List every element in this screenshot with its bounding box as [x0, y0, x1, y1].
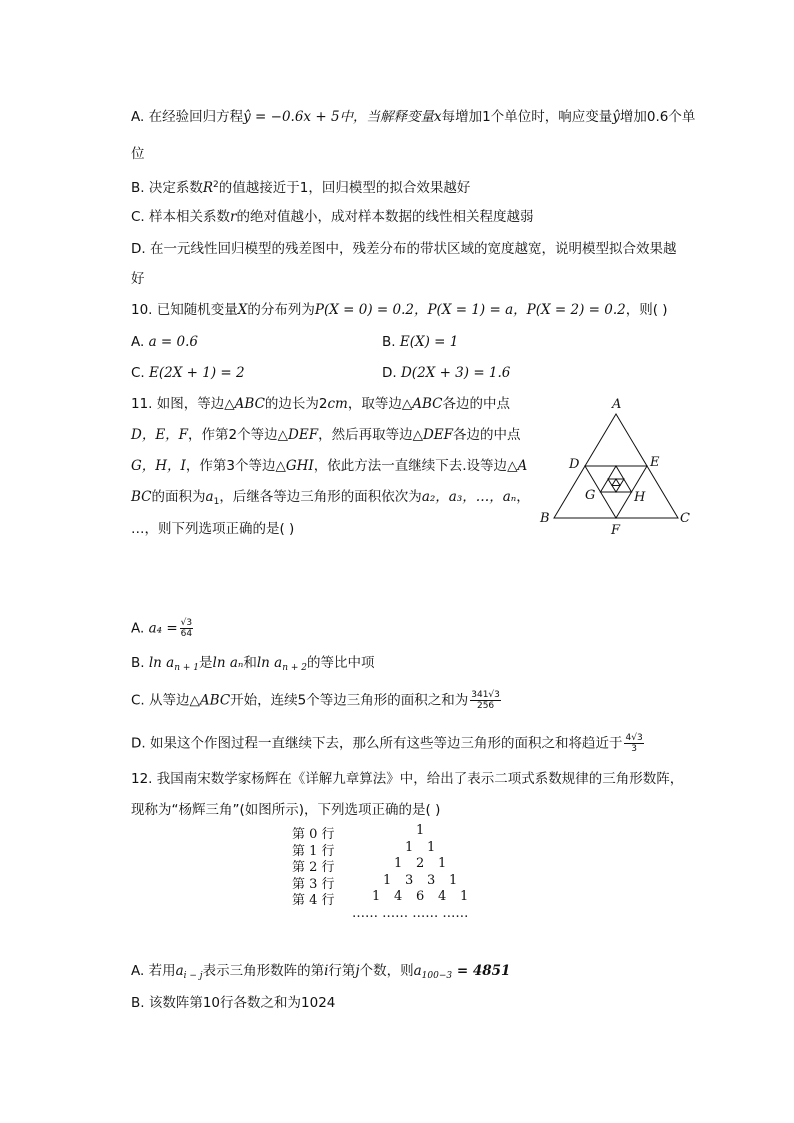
math-yhat: ŷ [243, 109, 251, 125]
label: B. [382, 334, 400, 350]
fraction [470, 690, 501, 711]
q11-stem-line4 [131, 488, 530, 511]
text: 个数，则 [359, 963, 414, 979]
math: △ABC [189, 692, 231, 709]
q10-option-b [382, 333, 458, 351]
label: C. [131, 365, 150, 381]
math: i [324, 963, 329, 979]
math: X [237, 302, 248, 318]
triangle-number: 4 [438, 889, 447, 904]
math: = −0.6 [250, 109, 304, 125]
math: G，H，I [131, 458, 186, 474]
numerator: 341√3 [471, 690, 500, 700]
q9-option-a [131, 108, 695, 126]
numerator: 4√3 [625, 733, 643, 743]
math: △ABC [401, 396, 443, 412]
q11-stem-line5: …，则下列选项正确的是( ) [131, 521, 295, 537]
superscript: 2 [213, 180, 219, 190]
math: a [413, 963, 422, 979]
math: ln aₙ [212, 655, 244, 671]
triangle-number: 1 [416, 823, 425, 838]
text: 各边的中点 [442, 396, 511, 412]
math: j [355, 963, 360, 979]
math: △ABC [224, 396, 265, 412]
label-h: H [634, 490, 646, 505]
q9-option-d-cont: 好 [131, 271, 145, 287]
text: ，作第2个等边 [188, 427, 278, 443]
text: ，取等边 [347, 396, 402, 412]
q11-stem-line2 [131, 426, 521, 444]
q10-stem [131, 301, 668, 319]
text: A. 若用 [131, 963, 176, 979]
q9-option-a-cont: 位 [131, 146, 145, 162]
label: D. [382, 365, 401, 381]
subscript: i − j [183, 971, 203, 981]
label-e: E [650, 455, 660, 470]
label-b: B [540, 511, 550, 526]
triangle-number: 1 [383, 872, 392, 888]
math: BC [131, 489, 152, 505]
math: = 4851 [452, 963, 511, 979]
q9-option-b [131, 176, 470, 197]
text: 开始，连续5个等边三角形的面积之和为 [230, 692, 469, 709]
text: ，则( ) [625, 302, 668, 318]
subscript: 100−3 [421, 971, 453, 981]
math: D(2X + 3) = 1.6 [400, 365, 511, 381]
text: 的面积为 [151, 489, 206, 505]
q11-option-b [131, 654, 375, 677]
math: a₂，a₃，…，aₙ [421, 489, 517, 505]
text: 行第 [328, 963, 356, 979]
triangle-number: 4 [394, 889, 403, 904]
text: 和 [243, 655, 257, 671]
text: 各边的中点 [453, 427, 521, 443]
q10-option-a [131, 333, 198, 351]
text: 每增加1个单位时，响应变量 [441, 109, 613, 125]
row-label: 第 0 行 [292, 827, 335, 842]
q11-option-d [131, 733, 646, 754]
math: △DEF [277, 427, 319, 443]
math: a [175, 963, 184, 979]
text: ， [516, 489, 530, 505]
text: 的分布列为 [247, 302, 315, 318]
triangle-5 [612, 479, 620, 486]
subscript: 1 [213, 497, 220, 507]
triangle-number: 1 [449, 872, 458, 888]
math: D，E，F [131, 427, 189, 443]
label: A. [131, 334, 149, 350]
text: 的等比中项 [307, 655, 375, 671]
text: 表示三角形数阵的第 [202, 963, 325, 979]
q12-stem-line2: 现称为“杨辉三角”(如图所示)，下列选项正确的是( ) [131, 802, 441, 818]
label-f: F [611, 523, 621, 538]
label-d: D [569, 457, 580, 472]
q12-option-b: B. 该数阵第10行各数之和为1024 [131, 995, 336, 1011]
subscript: n + 2 [282, 663, 307, 673]
text: C. 从等边 [131, 692, 190, 709]
label: B. [131, 655, 149, 671]
numerator: √3 [180, 618, 193, 628]
math-yhat: ŷ [612, 109, 620, 125]
triangle-number: 1 [394, 856, 403, 871]
ellipsis: …… …… …… …… [352, 905, 469, 921]
q12-option-a [131, 962, 510, 985]
q10-option-c [131, 364, 245, 382]
text: 增加0.6个单 [619, 109, 696, 125]
label-a: A [612, 397, 622, 412]
math: a₄ = [148, 620, 178, 637]
text: 是 [199, 655, 213, 671]
math-r: r [230, 209, 237, 225]
q11-option-c [131, 690, 503, 711]
row-label: 第 2 行 [292, 860, 335, 875]
row-label: 第 1 行 [292, 843, 335, 859]
math-r: R [202, 180, 214, 196]
text: 11. 如图，等边 [131, 396, 225, 412]
math: ln a [256, 655, 283, 671]
text: 的边长为2 [264, 396, 328, 412]
denominator: 256 [476, 701, 495, 711]
q11-stem-line1 [131, 395, 510, 413]
math: △GHI [275, 458, 314, 474]
triangle-number: 6 [416, 889, 425, 904]
text: 的绝对值越小，成对样本数据的线性相关程度越弱 [236, 209, 534, 225]
text: C. 样本相关系数 [131, 209, 231, 225]
text: D. 如果这个作图过程一直继续下去，那么所有这些等边三角形的面积之和将趋近于 [131, 735, 623, 752]
math-x: x [303, 109, 312, 125]
subscript: n + 1 [174, 663, 200, 673]
math: △DEF [412, 427, 454, 443]
math: △A [507, 458, 528, 474]
q11-stem-line3 [131, 457, 527, 475]
text: ，依此方法一直继续下去.设等边 [313, 458, 508, 474]
text: ，然后再取等边 [318, 427, 413, 443]
q12-stem-line1: 12. 我国南宋数学家杨辉在《详解九章算法》中，给出了表示二项式系数规律的三角形数阵， [131, 771, 684, 787]
text: ，作第3个等边 [185, 458, 276, 474]
label-g: G [585, 488, 596, 503]
text: ，后继各等边三角形的面积依次为 [219, 489, 422, 505]
triangle-number: 2 [416, 856, 425, 871]
q11-option-a [131, 618, 195, 639]
label-c: C [680, 511, 690, 526]
q10-option-d [382, 364, 510, 382]
q9-option-c [131, 208, 533, 226]
fraction [180, 618, 193, 639]
triangle-number: 1 [372, 889, 381, 904]
q9-option-d: D. 在一元线性回归模型的残差图中，残差分布的带状区域的宽度越宽，说明模型拟合效果越 [131, 241, 677, 257]
row-label: 第 4 行 [292, 893, 335, 908]
triangle-number: 3 [427, 872, 436, 888]
math: P(X = 0) = 0.2，P(X = 1) = a，P(X = 2) = 0.2 [314, 302, 626, 318]
triangle-number: 1 [427, 839, 436, 855]
denominator: 64 [180, 629, 193, 639]
math: a = 0.6 [148, 334, 199, 350]
row-label: 第 3 行 [292, 876, 335, 892]
triangle-number: 1 [460, 889, 469, 904]
math: ln a [148, 655, 175, 671]
denominator: 3 [631, 744, 637, 754]
nested-triangle-figure [538, 394, 700, 544]
text: 10. 已知随机变量 [131, 302, 238, 318]
math-x: x [434, 109, 442, 125]
label: A. [131, 620, 149, 637]
text: A. 在经验回归方程 [131, 109, 244, 125]
math: a [205, 489, 214, 505]
text: + 5中，当解释变量 [311, 109, 435, 125]
triangle-number: 3 [405, 872, 414, 888]
math: E(2X + 1) = 2 [149, 365, 245, 381]
fraction [624, 733, 643, 754]
text: 的值越接近于1，回归模型的拟合效果越好 [218, 180, 471, 196]
text: B. 决定系数 [131, 180, 203, 196]
triangle-number: 1 [405, 839, 414, 855]
triangle-number: 1 [438, 856, 447, 871]
math: cm [327, 396, 348, 412]
math: E(X) = 1 [399, 334, 459, 350]
